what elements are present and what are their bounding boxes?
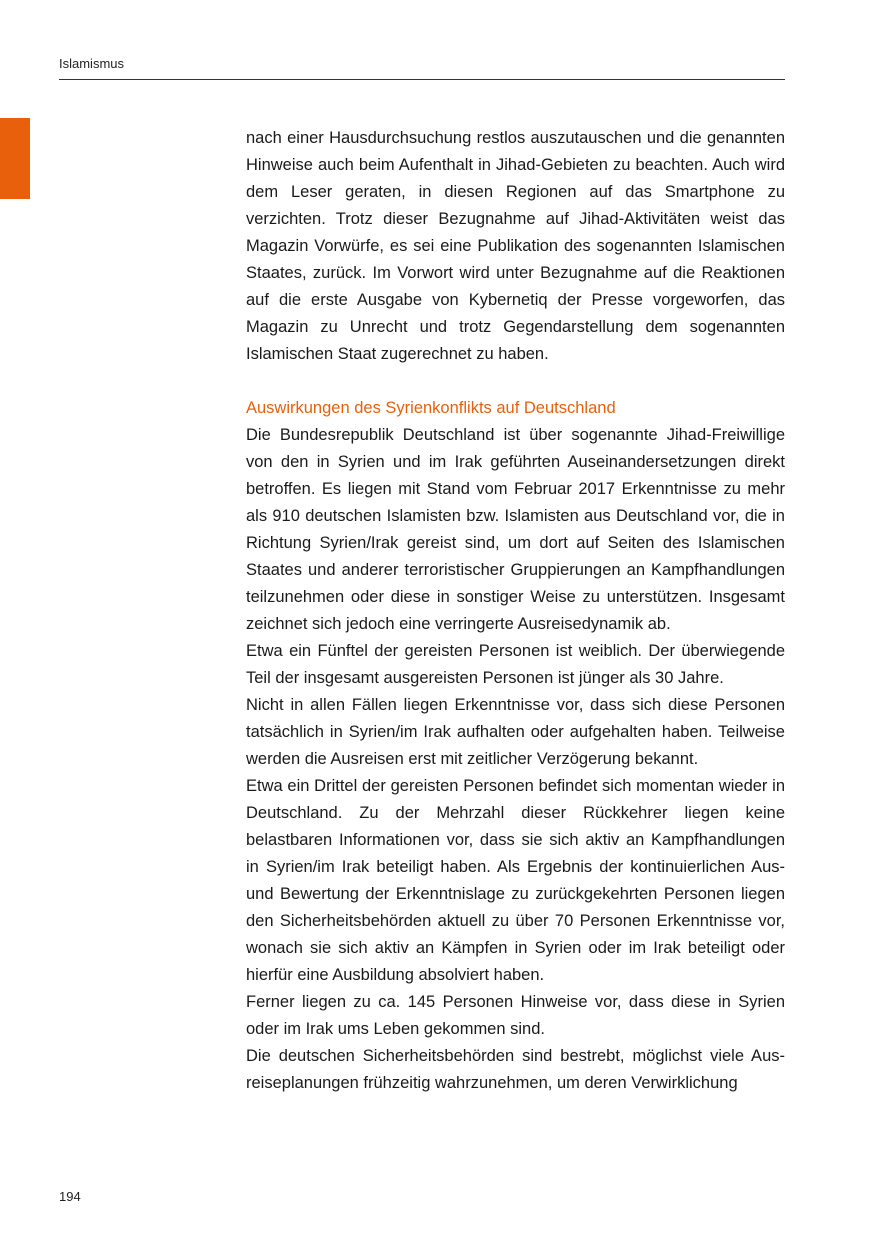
section-heading: Auswirkungen des Syrienkonflikts auf Deutschland xyxy=(246,399,616,417)
page-number: 194 xyxy=(59,1189,81,1204)
header-rule xyxy=(59,79,785,80)
running-header-title: Islamismus xyxy=(59,56,125,71)
paragraph: Ferner liegen zu ca. 145 Personen Hinweise vor, dass diese in Syrien oder im Irak ums Leben gekommen sind. xyxy=(246,993,785,1038)
paragraph: Nicht in allen Fällen liegen Erkenntnisse vor, dass sich diese Personen tatsächlich in Syrien/im Irak aufhalten oder aufgehalten haben. Teilweise werden die Ausreisen erst mit zeitlicher Verzögerung bekannt. xyxy=(246,696,785,768)
intro-paragraph: nach einer Hausdurchsuchung restlos auszutauschen und die genannten Hinweise auch beim Aufenthalt in Jihad-Gebieten zu beachten. Auch wird dem Leser geraten, in diesen Regionen auf das Smartphone zu verzichten. Trotz dieser Bezugnahme auf Jihad-Aktivitäten weist das Magazin Vorwürfe, es sei eine Publikation des sogenannten Islamischen Staates, zurück. Im Vorwort wird unter Bezugnahme auf die Reaktionen auf die erste Ausgabe von Kybernetiq der Presse vorgeworfen, das Magazin zu Unrecht und trotz Gegendarstellung dem sogenannten Islamischen Staat zugerechnet zu haben. xyxy=(246,129,785,363)
paragraph: Etwa ein Fünftel der gereisten Personen ist weiblich. Der überwiegende Teil der insgesamt ausgereisten Personen ist jünger als 30 Jahre. xyxy=(246,642,785,687)
paragraph: Die deutschen Sicherheitsbehörden sind bestrebt, möglichst viele Ausreiseplanungen frühzeitig wahrzunehmen, um deren Verwirklichung xyxy=(246,1047,785,1092)
chapter-side-tab xyxy=(0,118,30,199)
paragraph: Die Bundesrepublik Deutschland ist über sogenannte Jihad-Freiwillige von den in Syrien und im Irak geführten Auseinandersetzungen direkt betroffen. Es liegen mit Stand vom Februar 2017 Erkenntnisse zu mehr als 910 deutschen Islamisten bzw. Islamisten aus Deutschland vor, die in Richtung Syrien/Irak gereist sind, um dort auf Seiten des Islamischen Staates und anderer terroristischer Gruppierungen an Kampfhandlungen teilzunehmen oder diese in sonstiger Weise zu unterstützen. Insgesamt zeichnet sich jedoch eine verringerte Ausreisedynamik ab. xyxy=(246,426,785,633)
paragraph: Etwa ein Drittel der gereisten Personen befindet sich momentan wieder in Deutschland. Zu der Mehrzahl dieser Rückkehrer liegen keine belastbaren Informationen vor, dass sie sich aktiv an Kampfhandlungen in Syrien/im Irak beteiligt haben. Als Ergebnis der kontinuierlichen Aus- und Bewertung der Erkenntnislage zu zurückgekehrten Personen liegen den Sicherheitsbehörden aktuell zu über 70 Personen Erkenntnisse vor, wonach sie sich aktiv an Kämpfen in Syrien oder im Irak beteiligt oder hierfür eine Ausbildung absolviert haben. xyxy=(246,777,785,984)
body-text xyxy=(246,125,785,1097)
